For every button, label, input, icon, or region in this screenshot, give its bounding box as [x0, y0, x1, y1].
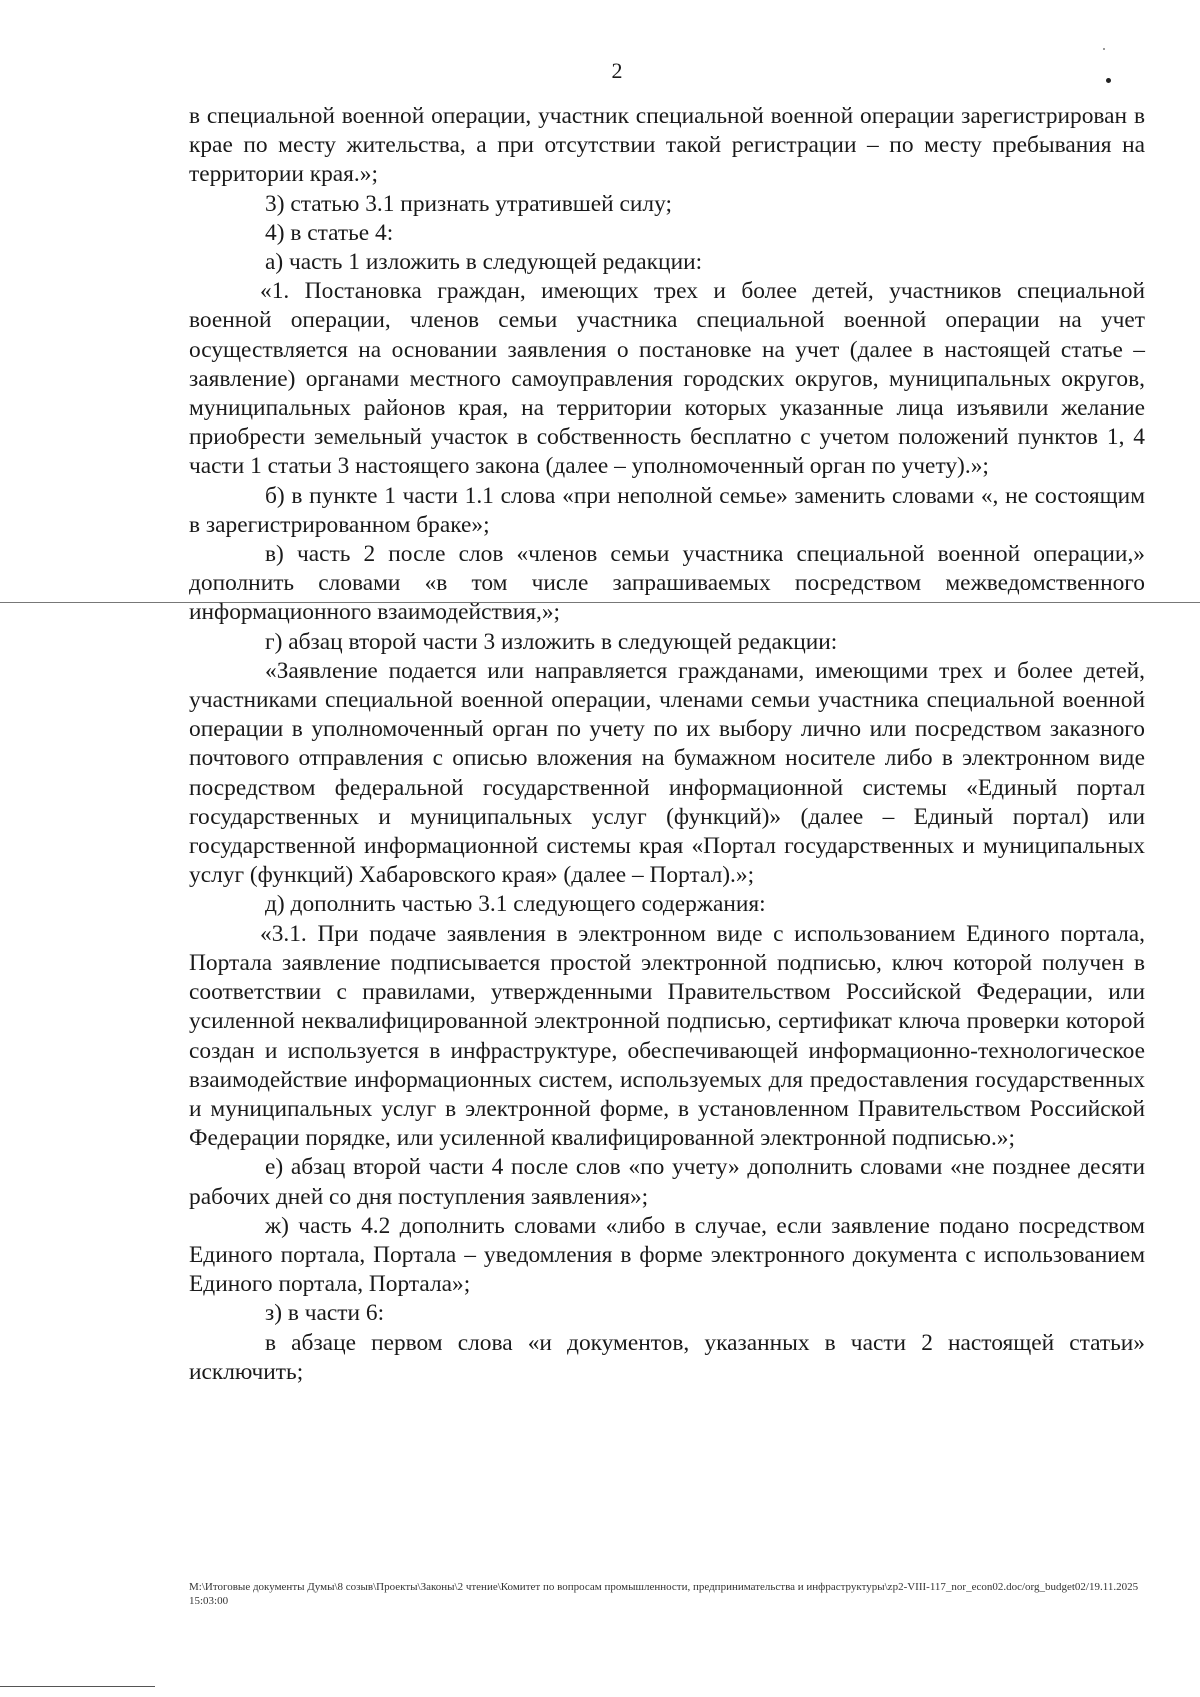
paragraph-quote-application: «Заявление подается или направляется гражданами, имеющими трех и более детей, участниками специальной военной операции, членами семьи участника специальной военной операции в уполномоченный орган по учету по их выбору лично или посредством заказного почтового отправления с описью вложения на бумажном носителе либо в электронном виде посредством федеральной государственной информационной системы «Единый портал государственных и муниципальных услуг (функций)» (далее – Единый портал) или государственной информационной системы края «Портал государственных и муниципальных услуг (функций) Хабаровского края» (далее – Портал).»;	[189, 657, 1145, 889]
page-number: 2	[611, 58, 623, 83]
bottom-edge-mark	[0, 1686, 155, 1687]
paragraph-quote-1: «1. Постановка граждан, имеющих трех и более детей, участников специальной военной операции, членов семьи участника специальной военной операции на учет осуществляется на основании заявления о постановке на учет (далее в настоящей статье – заявление) органами местного самоуправления городских округов, муниципальных округов, муниципальных районов края, на территории которых указанные лица изъявили желание приобрести земельный участок в собственность бесплатно с учетом положений пунктов 1, 4 части 1 статьи 3 настоящего закона (далее – уполномоченный орган по учету).»;	[189, 278, 1145, 480]
paragraph-quote-3-1: «3.1. При подаче заявления в электронном виде с использованием Единого портала, Портала заявление подписывается простой электронной подписью, ключ которой получен в соответствии с правилами, утвержденными Правительством Российской Федерации, или усиленной неквалифицированной электронной подписью, сертификат ключа проверки которой создан и используется в инфраструктуре, обеспечивающей информационно-технологическое взаимодействие информационных систем, используемых для предоставления государственных и муниципальных услуг в электронной форме, в установленном Правительством Российской Федерации порядке, или усиленной квалифицированной электронной подписью.»;	[189, 920, 1145, 1152]
paragraph-continuation: в специальной военной операции, участник специальной военной операции зарегистрирован в крае по месту жительства, а при отсутствии такой регистрации – по месту пребывания на территории края.»;	[189, 103, 1145, 188]
paragraph-item-b: б) в пункте 1 части 1.1 слова «при неполной семье» заменить словами «, не состоящим в зарегистрированном браке»;	[189, 482, 1145, 538]
paragraph-item-d: д) дополнить частью 3.1 следующего содержания:	[265, 891, 766, 918]
scan-speck	[1103, 48, 1105, 50]
paragraph-item-v: в) часть 2 после слов «членов семьи участника специальной военной операции,» дополнить словами «в том числе запрашиваемых посредством межведомственного информационного взаимодействия,»;	[189, 541, 1145, 626]
paragraph-item-e: е) абзац второй части 4 после слов «по учету» дополнить словами «не позднее десяти рабочих дней со дня поступления заявления»;	[189, 1154, 1145, 1210]
footer-file-path: M:\Итоговые документы Думы\8 созыв\Проекты\Законы\2 чтение\Комитет по вопросам промышленности, предпринимательства и инфраструктуры\zp2-VIII-117_nor_econ02.doc/org_budget02/19.11.2025 15:03:00	[189, 1581, 1139, 1607]
paragraph-first-abzac: в абзаце первом слова «и документов, указанных в части 2 настоящей статьи» исключить;	[189, 1329, 1145, 1385]
paragraph-item-a: а) часть 1 изложить в следующей редакции:	[265, 249, 703, 276]
paragraph-item-4: 4) в статье 4:	[265, 219, 394, 246]
document-body	[189, 102, 1145, 1387]
paragraph-item-3: 3) статью 3.1 признать утратившей силу;	[265, 190, 672, 217]
paragraph-item-g: г) абзац второй части 3 изложить в следующей редакции:	[265, 628, 838, 655]
scan-dot	[1106, 78, 1111, 83]
paragraph-item-zh: ж) часть 4.2 дополнить словами «либо в случае, если заявление подано посредством Единого портала, Портала – уведомления в форме электронного документа с использованием Единого портала, Портала»;	[189, 1212, 1145, 1298]
paragraph-item-z: з) в части 6:	[265, 1300, 385, 1327]
